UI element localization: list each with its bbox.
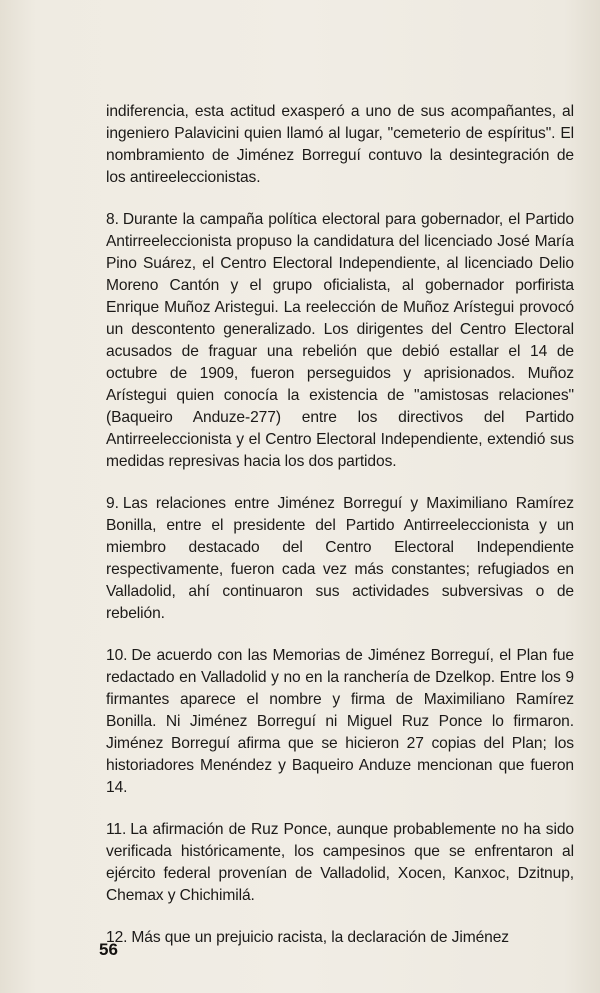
- note-text: De acuerdo con las Memorias de Jiménez Borreguí, el Plan fue redactado en Valladolid y no en la ranchería de Dzelkop. Entre los 9 firmantes aparece el nombre y firma de Maximiliano Ramírez Bonilla. Ni Jiménez Borreguí ni Miguel Ruz Ponce lo firmaron. Jiménez Borreguí afirma que se hicieron 27 copias del Plan; los historiadores Menéndez y Baqueiro Anduze mencionan que fueron 14.: [106, 647, 574, 796]
- note-9: [106, 493, 574, 625]
- note-text: Durante la campaña política electoral para gobernador, el Partido Antirreeleccionista propuso la candidatura del licenciado José María Pino Suárez, el Centro Electoral Independiente, al licenciado Delio Moreno Cantón y el grupo oficialista, al gobernador porfirista Enrique Muñoz Aristegui. La reelección de Muñoz Arístegui provocó un descontento generalizado. Los dirigentes del Centro Electoral acusados de fraguar una rebelión que debió estallar el 14 de octubre de 1909, fueron perseguidos y aprisionados. Muñoz Arístegui quien conocía la existencia de "amistosas relaciones" (Baqueiro Anduze-277) entre los directivos del Partido Antirreeleccionista y el Centro Electoral Independiente, extendió sus medidas represivas hacia los dos partidos.: [106, 211, 574, 470]
- note-text: Más que un prejuicio racista, la declaración de Jiménez: [131, 929, 510, 946]
- note-12: [106, 927, 574, 949]
- notes-text-block: [106, 101, 574, 949]
- note-text: La afirmación de Ruz Ponce, aunque probablemente no ha sido verificada históricamente, los campesinos que se enfrentaron al ejército federal provenían de Valladolid, Xocen, Kanxoc, Dzitnup, Chemax y Chichimilá.: [106, 821, 574, 904]
- note-number: 11.: [106, 821, 127, 838]
- note-11: [106, 819, 574, 907]
- note-10: [106, 645, 574, 799]
- paragraph-continuation: [106, 101, 574, 189]
- page-number: 56: [99, 940, 118, 959]
- note-number: 8.: [106, 211, 119, 228]
- paragraph-text: indiferencia, esta actitud exasperó a uno de sus acompañantes, al ingeniero Palavicini quien llamó al lugar, "cemeterio de espíritus". El nombramiento de Jiménez Borreguí contuvo la desintegración de los antireeleccionistas.: [106, 103, 574, 186]
- note-number: 12.: [106, 929, 128, 946]
- note-8: [106, 209, 574, 473]
- note-number: 10.: [106, 647, 128, 664]
- note-text: Las relaciones entre Jiménez Borreguí y Maximiliano Ramírez Bonilla, entre el presidente del Partido Antirreeleccionista y un miembro destacado del Centro Electoral Independiente respectivamente, fueron cada vez más constantes; refugiados en Valladolid, ahí continuaron sus actividades subversivas o de rebelión.: [106, 495, 574, 622]
- note-number: 9.: [106, 495, 119, 512]
